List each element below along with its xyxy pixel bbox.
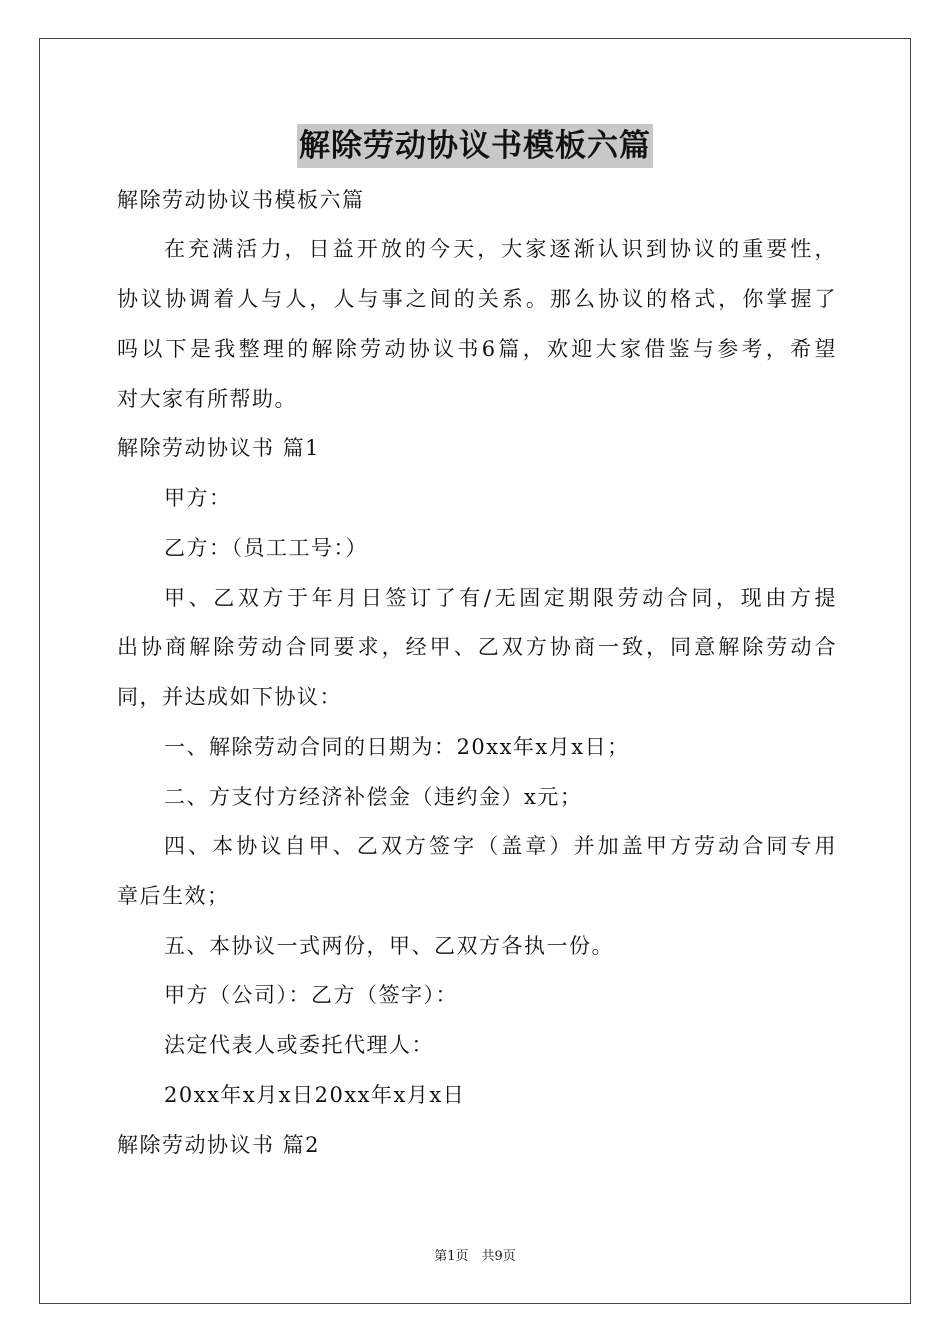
clause-5: 五、本协议一式两份，甲、乙双方各执一份。 xyxy=(164,934,614,958)
page-number-footer: 第1页 共9页 xyxy=(434,1249,516,1264)
clause-1: 一、解除劳动合同的日期为：20xx年x月x日； xyxy=(164,735,630,759)
intro-paragraph-line: 对大家有所帮助。 xyxy=(117,387,297,411)
clause-4: 四、本协议自甲、乙双方签字（盖章）并加盖甲方劳动合同专用 xyxy=(164,834,837,858)
document-title: 解除劳动协议书模板六篇 xyxy=(297,124,653,168)
agreement-paragraph-line: 甲、乙双方于年月日签订了有/无固定期限劳动合同，现由方提 xyxy=(164,586,837,610)
section-heading-2: 解除劳动协议书 篇2 xyxy=(117,1133,321,1157)
page-border xyxy=(39,38,911,1304)
party-a-line: 甲方： xyxy=(164,486,232,510)
intro-paragraph-line: 在充满活力，日益开放的今天，大家逐渐认识到协议的重要性， xyxy=(164,237,837,261)
signature-dates-line: 20xx年x月x日20xx年x月x日 xyxy=(164,1083,466,1107)
subtitle-line: 解除劳动协议书模板六篇 xyxy=(117,188,365,212)
agreement-paragraph-line: 同，并达成如下协议： xyxy=(117,685,342,709)
clause-4-continued: 章后生效； xyxy=(117,884,230,908)
clause-2: 二、方支付方经济补偿金（违约金）x元； xyxy=(164,785,583,809)
intro-paragraph-line: 吗以下是我整理的解除劳动协议书6篇，欢迎大家借鉴与参考，希望 xyxy=(117,337,837,361)
agreement-paragraph-line: 出协商解除劳动合同要求，经甲、乙双方协商一致，同意解除劳动合 xyxy=(117,635,837,659)
representative-line: 法定代表人或委托代理人： xyxy=(164,1033,434,1057)
intro-paragraph-line: 协议协调着人与人，人与事之间的关系。那么协议的格式，你掌握了 xyxy=(117,287,837,311)
party-b-line: 乙方：（员工工号：） xyxy=(164,536,368,560)
section-heading-1: 解除劳动协议书 篇1 xyxy=(117,436,321,460)
title-container xyxy=(0,124,950,168)
signature-parties-line: 甲方（公司）：乙方（签字）： xyxy=(164,983,458,1007)
